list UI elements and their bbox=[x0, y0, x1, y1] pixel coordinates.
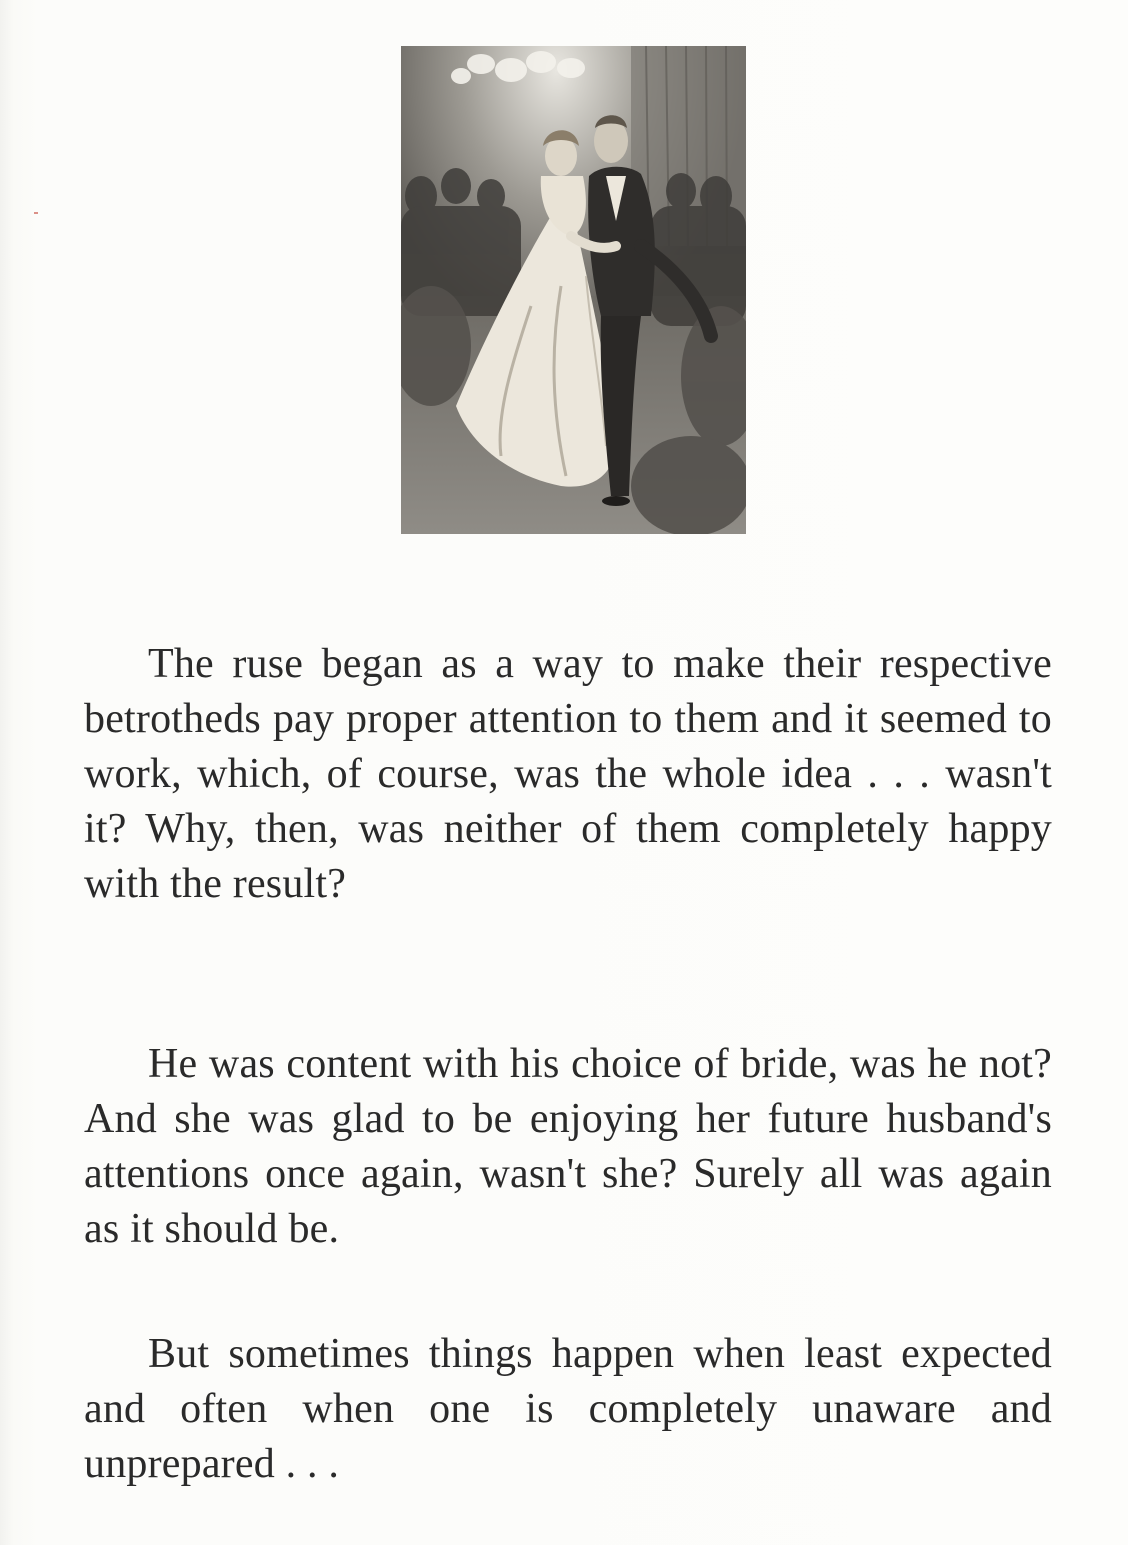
blurb-paragraph-3: But sometimes things happen when least expected and often when one is completely unaware and unprepared . . . bbox=[84, 1331, 1052, 1487]
blurb-paragraph-2: He was content with his choice of bride, was he not? And she was glad to be enjoying her future husband's attentions once again, wasn't she? Surely all was again as it should be. bbox=[84, 1041, 1052, 1252]
print-speck bbox=[34, 212, 38, 214]
ballroom-illustration-drawing bbox=[401, 46, 746, 534]
blurb-paragraph-1: The ruse began as a way to make their respective betrotheds pay proper attention to them and it seemed to work, which, of course, was the whole idea . . . wasn't it? Why, then, was neither of them completely happy with the result? bbox=[84, 641, 1052, 907]
ballroom-illustration bbox=[401, 46, 746, 534]
